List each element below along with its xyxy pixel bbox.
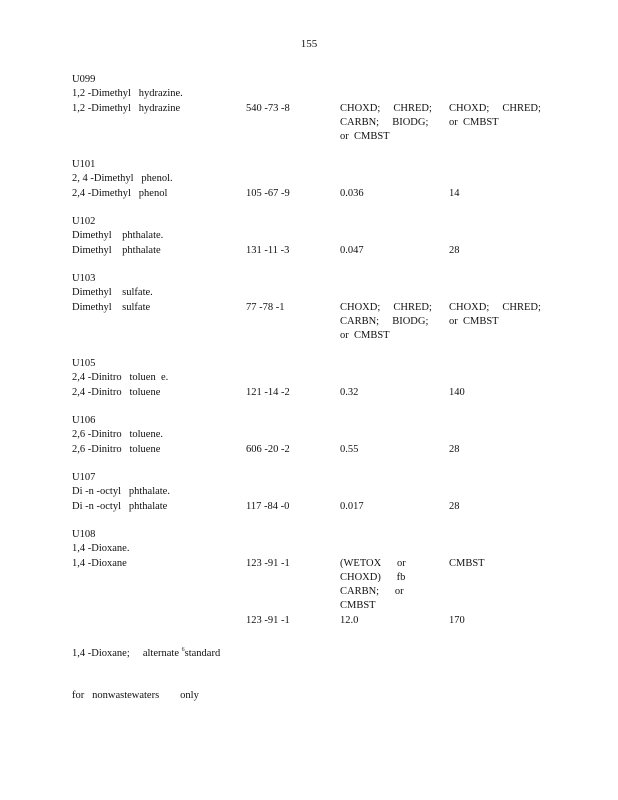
- constituent-name: 2,6 -Dinitro toluene: [72, 443, 161, 455]
- footnote-marker: 6: [181, 646, 185, 653]
- waste-entry-u103: [72, 272, 552, 342]
- wastewater-standard: (WETOX or CHOXD) fb CARBN; or CMBST: [340, 557, 406, 612]
- waste-title: 2, 4 -Dimethyl phenol.: [72, 173, 173, 185]
- waste-title: 1,4 -Dioxane.: [72, 543, 130, 555]
- constituent-name: 1,2 -Dimethyl hydrazine: [72, 102, 181, 114]
- cas-number: 123 -91 -1: [246, 615, 290, 626]
- waste-title: Di -n -octyl phthalate.: [72, 486, 170, 498]
- nonwastewater-standard: 170: [449, 615, 465, 626]
- nonwastewater-standard: CHOXD; CHRED; or CMBST: [449, 301, 541, 327]
- waste-title: Dimethyl sulfate.: [72, 287, 153, 299]
- nonwastewater-standard: 14: [449, 187, 460, 199]
- waste-code: U101: [72, 159, 96, 170]
- waste-entry-u102: [72, 215, 552, 256]
- cas-number: 121 -14 -2: [246, 386, 290, 398]
- wastewater-standard: 0.017: [340, 500, 364, 512]
- wastewater-standard: 0.32: [340, 386, 359, 398]
- waste-entry-u106: [72, 414, 552, 455]
- wastewater-standard: 0.036: [340, 187, 364, 199]
- waste-code: U105: [72, 358, 96, 369]
- cas-number: 123 -91 -1: [246, 557, 290, 569]
- cas-number: 606 -20 -2: [246, 443, 290, 455]
- waste-code: U108: [72, 529, 96, 540]
- waste-code: U106: [72, 415, 96, 426]
- cas-number: 105 -67 -9: [246, 187, 290, 199]
- wastewater-standard: CHOXD; CHRED; CARBN; BIODG; or CMBST: [340, 102, 432, 143]
- wastewater-standard: 0.55: [340, 443, 359, 455]
- nonwastewater-standard: 28: [449, 500, 460, 512]
- waste-code: U103: [72, 273, 96, 284]
- cas-number: 117 -84 -0: [246, 500, 290, 512]
- constituent-name: 2,4 -Dimethyl phenol: [72, 187, 168, 199]
- cas-number: 131 -11 -3: [246, 244, 290, 256]
- constituent-name: 1,4 -Dioxane: [72, 557, 127, 569]
- waste-title: 2,4 -Dinitro toluen e.: [72, 372, 169, 384]
- wastewater-standard: 12.0: [340, 615, 359, 626]
- constituent-name: Di -n -octyl phthalate: [72, 500, 168, 512]
- nonwastewater-standard: 28: [449, 443, 460, 455]
- cas-number: 77 -78 -1: [246, 301, 285, 313]
- waste-entry-u108: [72, 528, 552, 612]
- constituent-name: 2,4 -Dinitro toluene: [72, 386, 161, 398]
- nonwastewater-standard: CHOXD; CHRED; or CMBST: [449, 102, 541, 128]
- wastewater-standard: CHOXD; CHRED; CARBN; BIODG; or CMBST: [340, 301, 432, 342]
- waste-title: 1,2 -Dimethyl hydrazine.: [72, 88, 183, 100]
- waste-code: U099: [72, 74, 96, 85]
- constituent-name: Dimethyl phthalate: [72, 244, 161, 256]
- cas-number: 540 -73 -8: [246, 102, 290, 114]
- waste-title: 2,6 -Dinitro toluene.: [72, 429, 163, 441]
- page-number: 155: [300, 38, 318, 50]
- nonwastewater-standard: 28: [449, 244, 460, 256]
- waste-entry-u099: [72, 73, 552, 143]
- wastewater-standard: 0.047: [340, 244, 364, 256]
- nonwastewater-standard: 140: [449, 386, 465, 398]
- waste-entry-u107: [72, 471, 552, 512]
- constituent-name: 1,4 -Dioxane; alternate $^6$standard for nonwastewaters only: [72, 646, 221, 702]
- nonwastewater-standard: CMBST: [449, 557, 485, 569]
- constituent-name: Dimethyl sulfate: [72, 301, 151, 313]
- waste-title: Dimethyl phthalate.: [72, 230, 164, 242]
- waste-code: U107: [72, 472, 96, 483]
- waste-entry-u101: [72, 158, 552, 199]
- waste-entry-u105: [72, 357, 552, 398]
- waste-code: U102: [72, 216, 96, 227]
